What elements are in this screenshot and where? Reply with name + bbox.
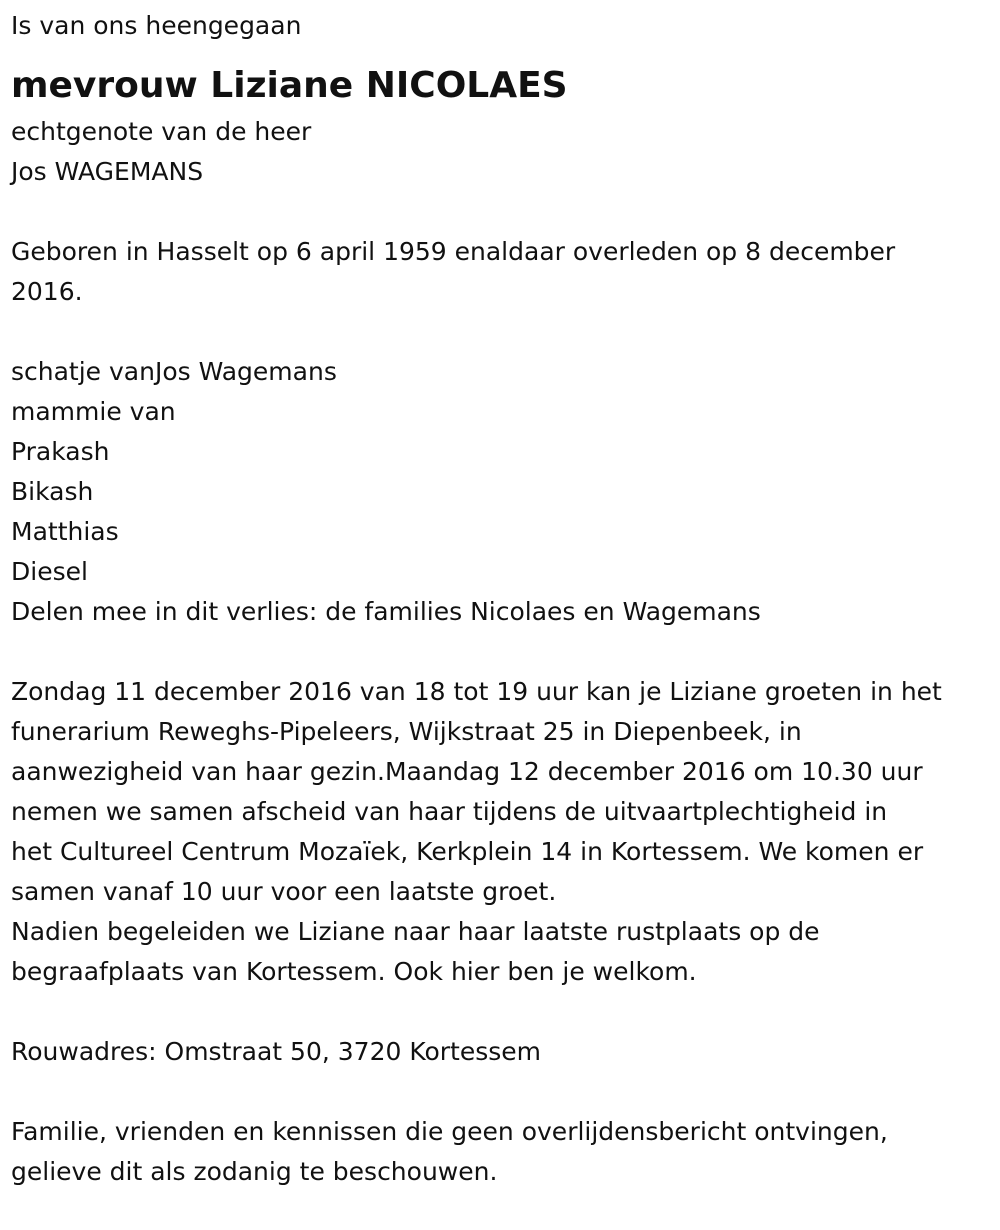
ceremony-line: Nadien begeleiden we Liziane naar haar laatste rustplaats op de — [11, 917, 820, 946]
birth-death-line-1: Geboren in Hasselt op 6 april 1959 enaldaar overleden op 8 december — [11, 237, 896, 266]
spacer — [11, 1072, 1000, 1112]
family-line: schatje vanJos Wagemans — [11, 357, 337, 386]
closing-line: gelieve dit als zodanig te beschouwen. — [11, 1157, 498, 1186]
family-line: Delen mee in dit verlies: de families Nicolaes en Wagemans — [11, 597, 761, 626]
ceremony-line: nemen we samen afscheid van haar tijdens de uitvaartplechtigheid in — [11, 797, 888, 826]
spacer — [11, 312, 1000, 352]
family-line: Matthias — [11, 517, 119, 546]
closing-line: Familie, vrienden en kennissen die geen overlijdensbericht ontvingen, — [11, 1117, 888, 1146]
birth-death-line-2: 2016. — [11, 277, 83, 306]
mourning-address: Rouwadres: Omstraat 50, 3720 Kortessem — [11, 1037, 542, 1066]
ceremony-line: begraafplaats van Kortessem. Ook hier ben je welkom. — [11, 957, 697, 986]
intro-text: Is van ons heengegaan — [11, 11, 302, 40]
closing-paragraph — [11, 1112, 1000, 1192]
family-line: mammie van — [11, 397, 176, 426]
family-line: Diesel — [11, 557, 88, 586]
ceremony-line: aanwezigheid van haar gezin.Maandag 12 december 2016 om 10.30 uur — [11, 757, 923, 786]
ceremony-line: funerarium Reweghs-Pipeleers, Wijkstraat 25 in Diepenbeek, in — [11, 717, 802, 746]
ceremony-line: samen vanaf 10 uur voor een laatste groet. — [11, 877, 557, 906]
spacer — [11, 632, 1000, 672]
spacer — [11, 992, 1000, 1032]
ceremony-line: het Cultureel Centrum Mozaïek, Kerkplein 14 in Kortessem. We komen er — [11, 837, 924, 866]
ceremony-paragraph — [11, 672, 1000, 992]
spouse-line-1: echtgenote van de heer — [11, 117, 312, 146]
spouse-line-2: Jos WAGEMANS — [11, 157, 204, 186]
spacer — [11, 192, 1000, 232]
family-line: Bikash — [11, 477, 94, 506]
family-list — [11, 352, 1000, 632]
deceased-name: mevrouw Liziane NICOLAES — [11, 65, 568, 106]
ceremony-line: Zondag 11 december 2016 van 18 tot 19 uur kan je Liziane groeten in het — [11, 677, 942, 706]
family-line: Prakash — [11, 437, 110, 466]
